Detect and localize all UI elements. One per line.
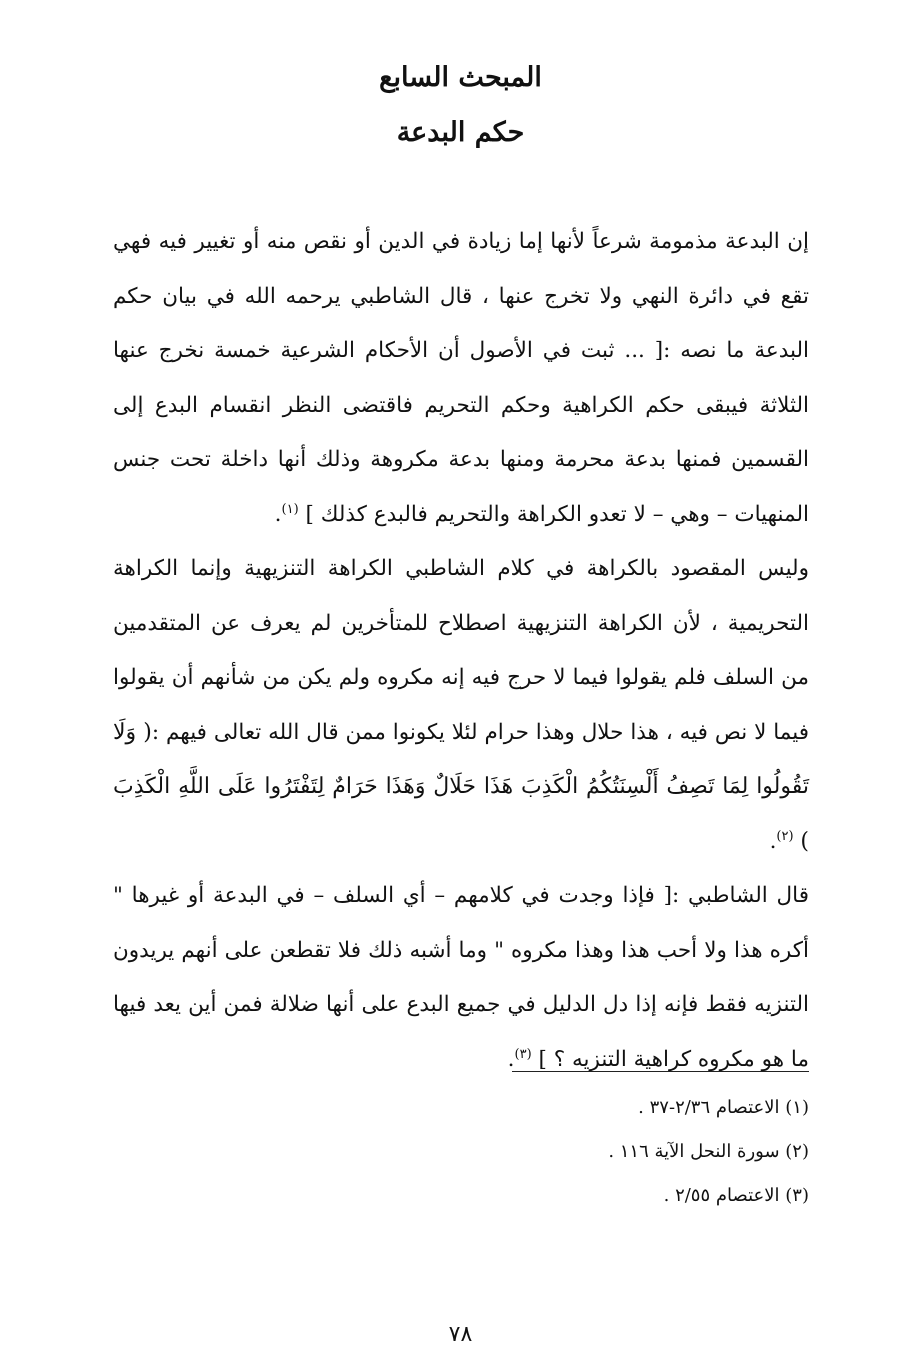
footnote-3: (٣) الاعتصام ٢/٥٥ . bbox=[663, 1185, 809, 1206]
page-number: ٧٨ bbox=[448, 1322, 473, 1347]
paragraph-3-text: قال الشاطبي :[ فإذا وجدت في كلامهم – أي السلف – في البدعة أو غيرها " أكره هذا ولا أحب هذا وهذا مكروه " وما أشبه ذلك فلا تقطعن على أنهم يريدون التنزيه فقط فإنه إذا دل الدليل في جميع البدع على أنها ضلالة فمن أين يعد فيها ما هو مكروه كراهية التنزيه ؟ ] bbox=[113, 883, 809, 1072]
paragraph-1-text: إن البدعة مذمومة شرعاً لأنها إما زيادة في الدين أو نقص منه أو تغيير فيه فهي تقع في دائرة النهي ولا تخرج عنها ، قال الشاطبي يرحمه الله في بيان حكم البدعة ما نصه :[ ... ثبت في الأصول أن الأحكام الشرعية خمسة نخرج عنها الثلاثة فيبقى حكم الكراهية وحكم التحريم فاقتضى النظر انقسام البدع إلى القسمين فمنها بدعة محرمة ومنها بدعة مكروهة وذلك أنها داخلة تحت جنس المنهيات – وهي – لا تعدو الكراهة والتحريم فالبدع كذلك ] bbox=[113, 229, 809, 527]
paragraph-1-end: . bbox=[274, 501, 282, 527]
paragraph-2-end: . bbox=[769, 828, 777, 854]
quran-verse: ( وَلَا تَقُولُوا لِمَا تَصِفُ أَلْسِنَتُكُمُ الْكَذِبَ هَذَا حَلَالٌ وَهَذَا حَرَامٌ لِتَفْتَرُوا عَلَى اللَّهِ الْكَذِبَ ) bbox=[113, 719, 809, 854]
page-title: حكم البدعة bbox=[396, 117, 525, 148]
footnote-divider bbox=[512, 1071, 809, 1072]
footnote-ref-1: (١) bbox=[281, 501, 299, 517]
footnote-ref-3: (٣) bbox=[514, 1046, 532, 1062]
footnotes-list bbox=[209, 1086, 809, 1218]
footnote-1: (١) الاعتصام ٢/٣٦-٣٧ . bbox=[638, 1097, 809, 1118]
paragraph-2-text: وليس المقصود بالكراهة في كلام الشاطبي الكراهة التنزيهية وإنما الكراهة التحريمية ، لأن الكراهة التنزيهية اصطلاح للمتأخرين لم يعرف عن المتقدمين من السلف فلم يقولوا فيما لا حرج فيه إنه مكروه ولم يكن من شأنهم أن يقولوا فيما لا نص فيه ، هذا حلال وهذا حرام لئلا يكونوا ممن قال الله تعالى فيهم : bbox=[113, 556, 809, 745]
paragraph-2 bbox=[113, 542, 809, 869]
paragraph-3 bbox=[113, 869, 809, 1087]
paragraph-1 bbox=[113, 215, 809, 542]
section-heading: المبحث السابع bbox=[379, 62, 542, 93]
paragraph-3-end: . bbox=[507, 1046, 515, 1072]
body-text bbox=[113, 215, 809, 1087]
footnote-ref-2: (٢) bbox=[776, 828, 794, 844]
footnote-2: (٢) سورة النحل الآية ١١٦ . bbox=[608, 1141, 809, 1162]
